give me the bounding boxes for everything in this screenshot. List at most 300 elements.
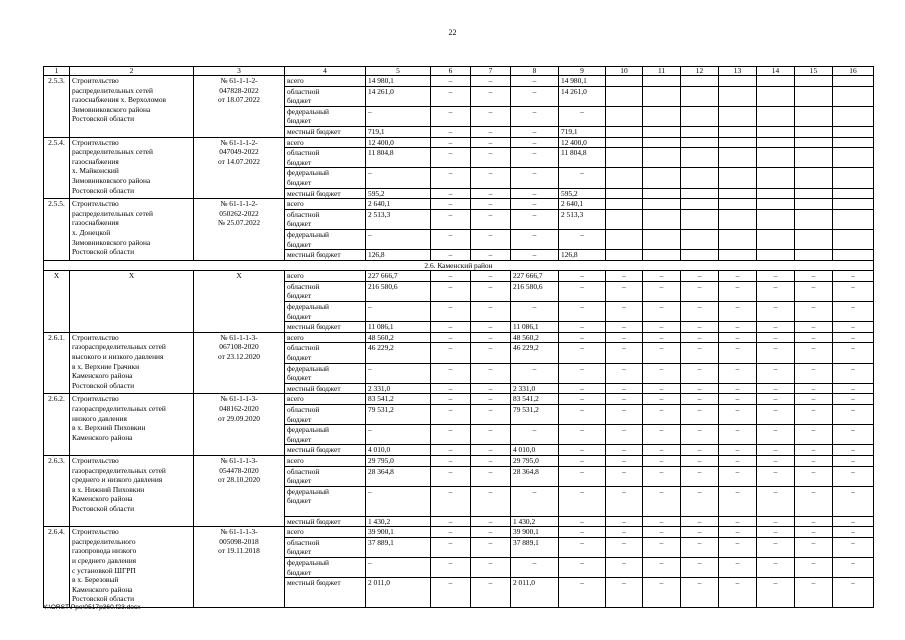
value-cell: [757, 209, 795, 229]
item-number: 2.6.4.: [44, 527, 70, 608]
value-cell: [681, 126, 719, 137]
value-cell: –: [795, 557, 833, 577]
value-cell: 1 430,2: [511, 516, 559, 527]
item-number: 2.6.3.: [44, 455, 70, 526]
value-cell: –: [833, 332, 874, 343]
value-cell: [681, 188, 719, 199]
value-cell: [757, 137, 795, 148]
value-cell: [606, 137, 643, 148]
value-cell: –: [366, 486, 431, 516]
value-cell: –: [606, 486, 643, 516]
value-cell: –: [431, 394, 471, 405]
value-cell: [681, 137, 719, 148]
value-cell: –: [511, 86, 559, 106]
object-name: Строительство распределительного газопровода низкого и среднего давления с установкой ШГРП в х. Березовый Каменского района Ростовской области: [70, 527, 194, 608]
value-cell: [681, 168, 719, 188]
value-cell: –: [471, 250, 511, 261]
value-cell: [606, 168, 643, 188]
value-cell: [643, 168, 681, 188]
value-cell: [719, 76, 757, 87]
value-cell: –: [431, 466, 471, 486]
value-cell: –: [643, 363, 681, 383]
value-cell: –: [366, 106, 431, 126]
value-cell: –: [431, 137, 471, 148]
value-cell: [795, 168, 833, 188]
header-cell: 5: [366, 67, 431, 76]
value-cell: –: [471, 76, 511, 87]
value-cell: –: [511, 302, 559, 322]
value-cell: [681, 229, 719, 249]
value-cell: –: [606, 537, 643, 557]
funding-source: всего: [285, 455, 366, 466]
value-cell: 14 261,0: [559, 86, 606, 106]
value-cell: –: [833, 394, 874, 405]
value-cell: –: [681, 486, 719, 516]
value-cell: –: [833, 455, 874, 466]
value-cell: –: [606, 271, 643, 282]
value-cell: –: [511, 188, 559, 199]
value-cell: –: [431, 405, 471, 425]
value-cell: –: [833, 527, 874, 538]
value-cell: 2 513,3: [559, 209, 606, 229]
value-cell: –: [833, 281, 874, 301]
value-cell: –: [559, 557, 606, 577]
value-cell: [606, 126, 643, 137]
value-cell: 37 889,1: [366, 537, 431, 557]
value-cell: –: [606, 363, 643, 383]
value-cell: –: [559, 394, 606, 405]
value-cell: –: [795, 578, 833, 608]
value-cell: –: [559, 455, 606, 466]
value-cell: –: [681, 557, 719, 577]
value-cell: –: [719, 516, 757, 527]
value-cell: 227 666,7: [366, 271, 431, 282]
value-cell: –: [471, 445, 511, 456]
value-cell: –: [431, 557, 471, 577]
value-cell: –: [681, 343, 719, 363]
value-cell: 1 430,2: [366, 516, 431, 527]
header-cell: 15: [795, 67, 833, 76]
value-cell: 12 400,0: [366, 137, 431, 148]
value-cell: –: [471, 537, 511, 557]
value-cell: [719, 229, 757, 249]
value-cell: –: [795, 394, 833, 405]
value-cell: –: [471, 527, 511, 538]
value-cell: –: [833, 271, 874, 282]
value-cell: –: [431, 578, 471, 608]
value-cell: –: [643, 302, 681, 322]
value-cell: [606, 188, 643, 199]
value-cell: –: [606, 466, 643, 486]
value-cell: –: [681, 455, 719, 466]
header-cell: 7: [471, 67, 511, 76]
value-cell: 14 980,1: [366, 76, 431, 87]
value-cell: –: [719, 271, 757, 282]
value-cell: [833, 86, 874, 106]
value-cell: –: [471, 148, 511, 168]
value-cell: –: [719, 363, 757, 383]
value-cell: –: [757, 332, 795, 343]
value-cell: [681, 199, 719, 210]
value-cell: –: [757, 466, 795, 486]
funding-source: федеральный бюджет: [285, 557, 366, 577]
header-cell: 8: [511, 67, 559, 76]
value-cell: –: [719, 537, 757, 557]
funding-source: федеральный бюджет: [285, 106, 366, 126]
funding-source: всего: [285, 137, 366, 148]
value-cell: –: [681, 322, 719, 333]
value-cell: –: [559, 168, 606, 188]
item-number: 2.6.2.: [44, 394, 70, 456]
value-cell: –: [643, 383, 681, 394]
value-cell: 12 400,0: [559, 137, 606, 148]
value-cell: –: [795, 271, 833, 282]
value-cell: [719, 86, 757, 106]
file-path-footer: Y:\ORST\Ppo\0517p360.f23.docx: [43, 604, 141, 611]
section-row: [44, 260, 874, 271]
value-cell: –: [471, 86, 511, 106]
value-cell: –: [559, 343, 606, 363]
section-title: 2.6. Каменский район: [44, 260, 874, 271]
project-doc-number: № 61-1-1-3- 005098-2018 от 19.11.2018: [194, 527, 285, 608]
value-cell: –: [719, 425, 757, 445]
value-cell: –: [643, 271, 681, 282]
value-cell: –: [559, 383, 606, 394]
value-cell: [719, 106, 757, 126]
table-row: [44, 76, 874, 87]
value-cell: –: [795, 405, 833, 425]
value-cell: –: [511, 557, 559, 577]
value-cell: –: [606, 332, 643, 343]
value-cell: [643, 148, 681, 168]
value-cell: –: [431, 527, 471, 538]
value-cell: –: [833, 516, 874, 527]
value-cell: [681, 250, 719, 261]
value-cell: –: [471, 188, 511, 199]
value-cell: –: [511, 126, 559, 137]
value-cell: [757, 106, 795, 126]
value-cell: 11 086,1: [511, 322, 559, 333]
value-cell: –: [757, 516, 795, 527]
project-doc-number: X: [194, 271, 285, 333]
value-cell: –: [719, 455, 757, 466]
value-cell: [795, 209, 833, 229]
value-cell: [681, 106, 719, 126]
value-cell: –: [606, 322, 643, 333]
value-cell: –: [795, 466, 833, 486]
value-cell: –: [719, 394, 757, 405]
value-cell: –: [471, 578, 511, 608]
funding-source: местный бюджет: [285, 516, 366, 527]
value-cell: –: [681, 363, 719, 383]
value-cell: [795, 126, 833, 137]
value-cell: –: [833, 302, 874, 322]
value-cell: –: [643, 445, 681, 456]
value-cell: [795, 86, 833, 106]
value-cell: –: [833, 322, 874, 333]
value-cell: [719, 148, 757, 168]
value-cell: [643, 76, 681, 87]
header-cell: 3: [194, 67, 285, 76]
value-cell: 83 541,2: [366, 394, 431, 405]
funding-source: местный бюджет: [285, 250, 366, 261]
value-cell: [681, 209, 719, 229]
value-cell: –: [559, 537, 606, 557]
value-cell: –: [366, 302, 431, 322]
value-cell: –: [431, 209, 471, 229]
value-cell: –: [795, 486, 833, 516]
value-cell: –: [795, 516, 833, 527]
value-cell: [719, 188, 757, 199]
value-cell: –: [366, 425, 431, 445]
value-cell: [681, 148, 719, 168]
value-cell: –: [559, 466, 606, 486]
value-cell: –: [833, 343, 874, 363]
value-cell: –: [795, 527, 833, 538]
funding-source: федеральный бюджет: [285, 302, 366, 322]
value-cell: –: [431, 516, 471, 527]
header-cell: 10: [606, 67, 643, 76]
value-cell: [757, 250, 795, 261]
item-number: 2.5.5.: [44, 199, 70, 261]
value-cell: 11 804,8: [559, 148, 606, 168]
funding-source: областной бюджет: [285, 343, 366, 363]
value-cell: –: [606, 425, 643, 445]
project-doc-number: № 61-1-1-3- 054478-2020 от 28.10.2020: [194, 455, 285, 526]
value-cell: –: [471, 383, 511, 394]
value-cell: –: [559, 445, 606, 456]
value-cell: –: [471, 229, 511, 249]
value-cell: [606, 199, 643, 210]
value-cell: 595,2: [559, 188, 606, 199]
funding-source: всего: [285, 271, 366, 282]
value-cell: [606, 86, 643, 106]
project-doc-number: № 61-1-1-3- 067108-2020 от 23.12.2020: [194, 332, 285, 394]
funding-source: федеральный бюджет: [285, 229, 366, 249]
value-cell: [795, 250, 833, 261]
funding-source: местный бюджет: [285, 126, 366, 137]
value-cell: –: [431, 363, 471, 383]
value-cell: –: [471, 137, 511, 148]
funding-source: всего: [285, 332, 366, 343]
value-cell: [606, 76, 643, 87]
value-cell: –: [606, 455, 643, 466]
value-cell: –: [719, 302, 757, 322]
value-cell: –: [833, 557, 874, 577]
value-cell: [606, 229, 643, 249]
funding-source: всего: [285, 76, 366, 87]
item-number: 2.5.3.: [44, 76, 70, 138]
value-cell: –: [757, 271, 795, 282]
value-cell: –: [366, 168, 431, 188]
value-cell: –: [643, 466, 681, 486]
value-cell: –: [559, 271, 606, 282]
value-cell: –: [606, 516, 643, 527]
value-cell: [795, 137, 833, 148]
value-cell: [833, 250, 874, 261]
table-row: [44, 137, 874, 148]
value-cell: –: [366, 229, 431, 249]
value-cell: –: [757, 527, 795, 538]
funding-source: областной бюджет: [285, 148, 366, 168]
value-cell: 14 980,1: [559, 76, 606, 87]
value-cell: [757, 199, 795, 210]
funding-source: местный бюджет: [285, 578, 366, 608]
value-cell: –: [559, 322, 606, 333]
header-cell: 12: [681, 67, 719, 76]
value-cell: –: [681, 425, 719, 445]
value-cell: [643, 209, 681, 229]
header-cell: 1: [44, 67, 70, 76]
value-cell: [643, 250, 681, 261]
value-cell: [757, 86, 795, 106]
funding-source: федеральный бюджет: [285, 363, 366, 383]
header-cell: 9: [559, 67, 606, 76]
value-cell: –: [511, 363, 559, 383]
value-cell: 595,2: [366, 188, 431, 199]
value-cell: –: [471, 425, 511, 445]
value-cell: –: [795, 383, 833, 394]
value-cell: –: [681, 466, 719, 486]
value-cell: –: [643, 557, 681, 577]
object-name: Строительство распределительных сетей газоснабжения х. Донецкой Зимовниковского района Ростовской области: [70, 199, 194, 261]
value-cell: –: [511, 229, 559, 249]
value-cell: [833, 126, 874, 137]
value-cell: –: [795, 537, 833, 557]
value-cell: [606, 209, 643, 229]
value-cell: –: [471, 126, 511, 137]
value-cell: –: [431, 486, 471, 516]
value-cell: –: [681, 271, 719, 282]
funding-source: областной бюджет: [285, 405, 366, 425]
value-cell: [606, 250, 643, 261]
value-cell: [757, 126, 795, 137]
value-cell: –: [471, 557, 511, 577]
value-cell: –: [681, 383, 719, 394]
value-cell: –: [606, 302, 643, 322]
value-cell: –: [471, 281, 511, 301]
value-cell: –: [681, 405, 719, 425]
value-cell: –: [757, 445, 795, 456]
value-cell: 28 364,8: [511, 466, 559, 486]
value-cell: –: [471, 363, 511, 383]
value-cell: 4 010,0: [366, 445, 431, 456]
value-cell: 2 640,1: [559, 199, 606, 210]
value-cell: [681, 86, 719, 106]
value-cell: 79 531,2: [366, 405, 431, 425]
value-cell: –: [471, 455, 511, 466]
value-cell: –: [606, 445, 643, 456]
value-cell: –: [795, 343, 833, 363]
value-cell: –: [643, 394, 681, 405]
header-cell: 16: [833, 67, 874, 76]
value-cell: –: [681, 445, 719, 456]
value-cell: –: [606, 281, 643, 301]
funding-source: областной бюджет: [285, 209, 366, 229]
funding-source: федеральный бюджет: [285, 425, 366, 445]
value-cell: –: [511, 199, 559, 210]
table-row: [44, 527, 874, 538]
value-cell: [643, 86, 681, 106]
table-row: [44, 199, 874, 210]
value-cell: –: [757, 557, 795, 577]
value-cell: [643, 126, 681, 137]
value-cell: –: [431, 188, 471, 199]
value-cell: –: [431, 537, 471, 557]
value-cell: –: [833, 445, 874, 456]
value-cell: 14 261,0: [366, 86, 431, 106]
funding-source: местный бюджет: [285, 445, 366, 456]
value-cell: [795, 199, 833, 210]
value-cell: –: [471, 332, 511, 343]
value-cell: 2 011,0: [366, 578, 431, 608]
value-cell: –: [795, 302, 833, 322]
value-cell: –: [795, 363, 833, 383]
value-cell: 11 086,1: [366, 322, 431, 333]
value-cell: –: [366, 557, 431, 577]
value-cell: –: [606, 383, 643, 394]
funding-source: всего: [285, 394, 366, 405]
header-cell: 14: [757, 67, 795, 76]
value-cell: 227 666,7: [511, 271, 559, 282]
value-cell: [833, 168, 874, 188]
value-cell: –: [606, 405, 643, 425]
table-row: [44, 455, 874, 466]
value-cell: 46 229,2: [511, 343, 559, 363]
value-cell: [643, 188, 681, 199]
value-cell: 48 560,2: [366, 332, 431, 343]
value-cell: 48 560,2: [511, 332, 559, 343]
value-cell: 29 795,0: [511, 455, 559, 466]
value-cell: –: [643, 322, 681, 333]
value-cell: –: [643, 332, 681, 343]
value-cell: 2 011,0: [511, 578, 559, 608]
value-cell: [757, 148, 795, 168]
value-cell: –: [471, 199, 511, 210]
value-cell: –: [511, 209, 559, 229]
value-cell: –: [757, 405, 795, 425]
value-cell: –: [757, 302, 795, 322]
value-cell: –: [643, 527, 681, 538]
value-cell: [833, 188, 874, 199]
table-row: [44, 332, 874, 343]
value-cell: –: [431, 199, 471, 210]
value-cell: –: [719, 445, 757, 456]
value-cell: –: [471, 516, 511, 527]
value-cell: –: [606, 527, 643, 538]
page-number: 22: [448, 28, 457, 37]
value-cell: –: [643, 537, 681, 557]
value-cell: [719, 126, 757, 137]
value-cell: 79 531,2: [511, 405, 559, 425]
value-cell: 11 804,8: [366, 148, 431, 168]
value-cell: –: [431, 250, 471, 261]
value-cell: [795, 229, 833, 249]
value-cell: –: [833, 578, 874, 608]
value-cell: –: [757, 486, 795, 516]
value-cell: –: [511, 486, 559, 516]
value-cell: –: [559, 486, 606, 516]
value-cell: –: [795, 332, 833, 343]
value-cell: –: [511, 250, 559, 261]
funding-source: областной бюджет: [285, 537, 366, 557]
funding-source: всего: [285, 199, 366, 210]
value-cell: –: [559, 363, 606, 383]
value-cell: –: [833, 405, 874, 425]
value-cell: [833, 199, 874, 210]
value-cell: 126,8: [366, 250, 431, 261]
object-name: Строительство распределительных сетей газоснабжения х. Майконский Зимовниковского района Ростовской области: [70, 137, 194, 199]
